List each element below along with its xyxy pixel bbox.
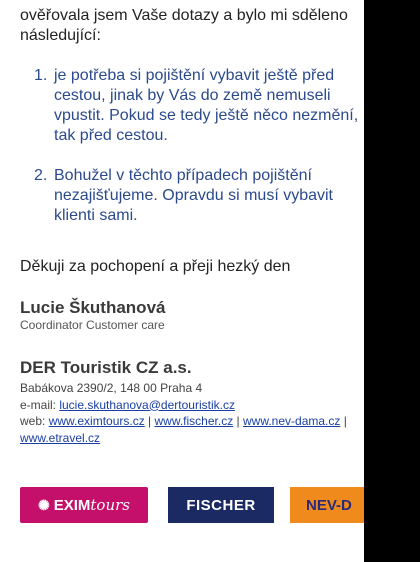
answers-list [34, 66, 360, 226]
company-address: Babákova 2390/2, 148 00 Praha 4 [20, 381, 203, 395]
link-separator: | [144, 414, 155, 428]
list-item [34, 166, 360, 226]
email-line [20, 397, 360, 414]
signature-role: Coordinator Customer care [20, 318, 165, 332]
web-line [20, 413, 360, 446]
intro-text: ověřovala jsem Vaše dotazy a bylo mi sděleno následující: [20, 7, 348, 44]
exim-logo-text: EXIM [53, 496, 91, 514]
sun-icon: ✺ [37, 496, 50, 513]
list-item-text: Bohužel v těchto případech pojištění nezajišťujeme. Opravdu si musí vybavit klienti sami. [54, 167, 333, 224]
web-link-nev-dama[interactable]: www.nev-dama.cz [243, 414, 341, 428]
exim-logo-script: tours [90, 496, 130, 514]
nev-logo-text: NEV-D [306, 496, 352, 514]
list-item-number: 2. [34, 167, 48, 184]
email-label: e-mail: [20, 397, 60, 412]
company-name: DER Touristik CZ a.s. [20, 358, 192, 377]
list-item-text: je potřeba si pojištění vybavit ještě před cestou, jinak by Vás do země nemuseli vpustit. Pokud se tedy ještě něco nezmění, tak před cestou. [54, 67, 359, 144]
contact-block [20, 380, 360, 446]
web-link-eximtours[interactable]: www.eximtours.cz [48, 414, 145, 428]
email-link[interactable]: lucie.skuthanova@dertouristik.cz [59, 397, 235, 412]
web-link-fischer[interactable]: www.fischer.cz [154, 414, 234, 428]
web-link-etravel[interactable]: www.etravel.cz [20, 430, 101, 445]
link-separator: | [340, 414, 347, 428]
fischer-logo[interactable] [168, 487, 274, 523]
fischer-logo-text: FISCHER [186, 496, 256, 514]
closing-text: Děkuji za pochopení a přeji hezký den [20, 258, 291, 275]
list-item [34, 66, 360, 146]
eximtours-logo[interactable] [20, 487, 148, 523]
signature-name: Lucie Škuthanová [20, 298, 166, 317]
nev-dama-logo[interactable] [290, 487, 364, 523]
list-item-number: 1. [34, 67, 48, 84]
link-separator: | [233, 414, 243, 428]
web-label: web: [20, 414, 49, 428]
